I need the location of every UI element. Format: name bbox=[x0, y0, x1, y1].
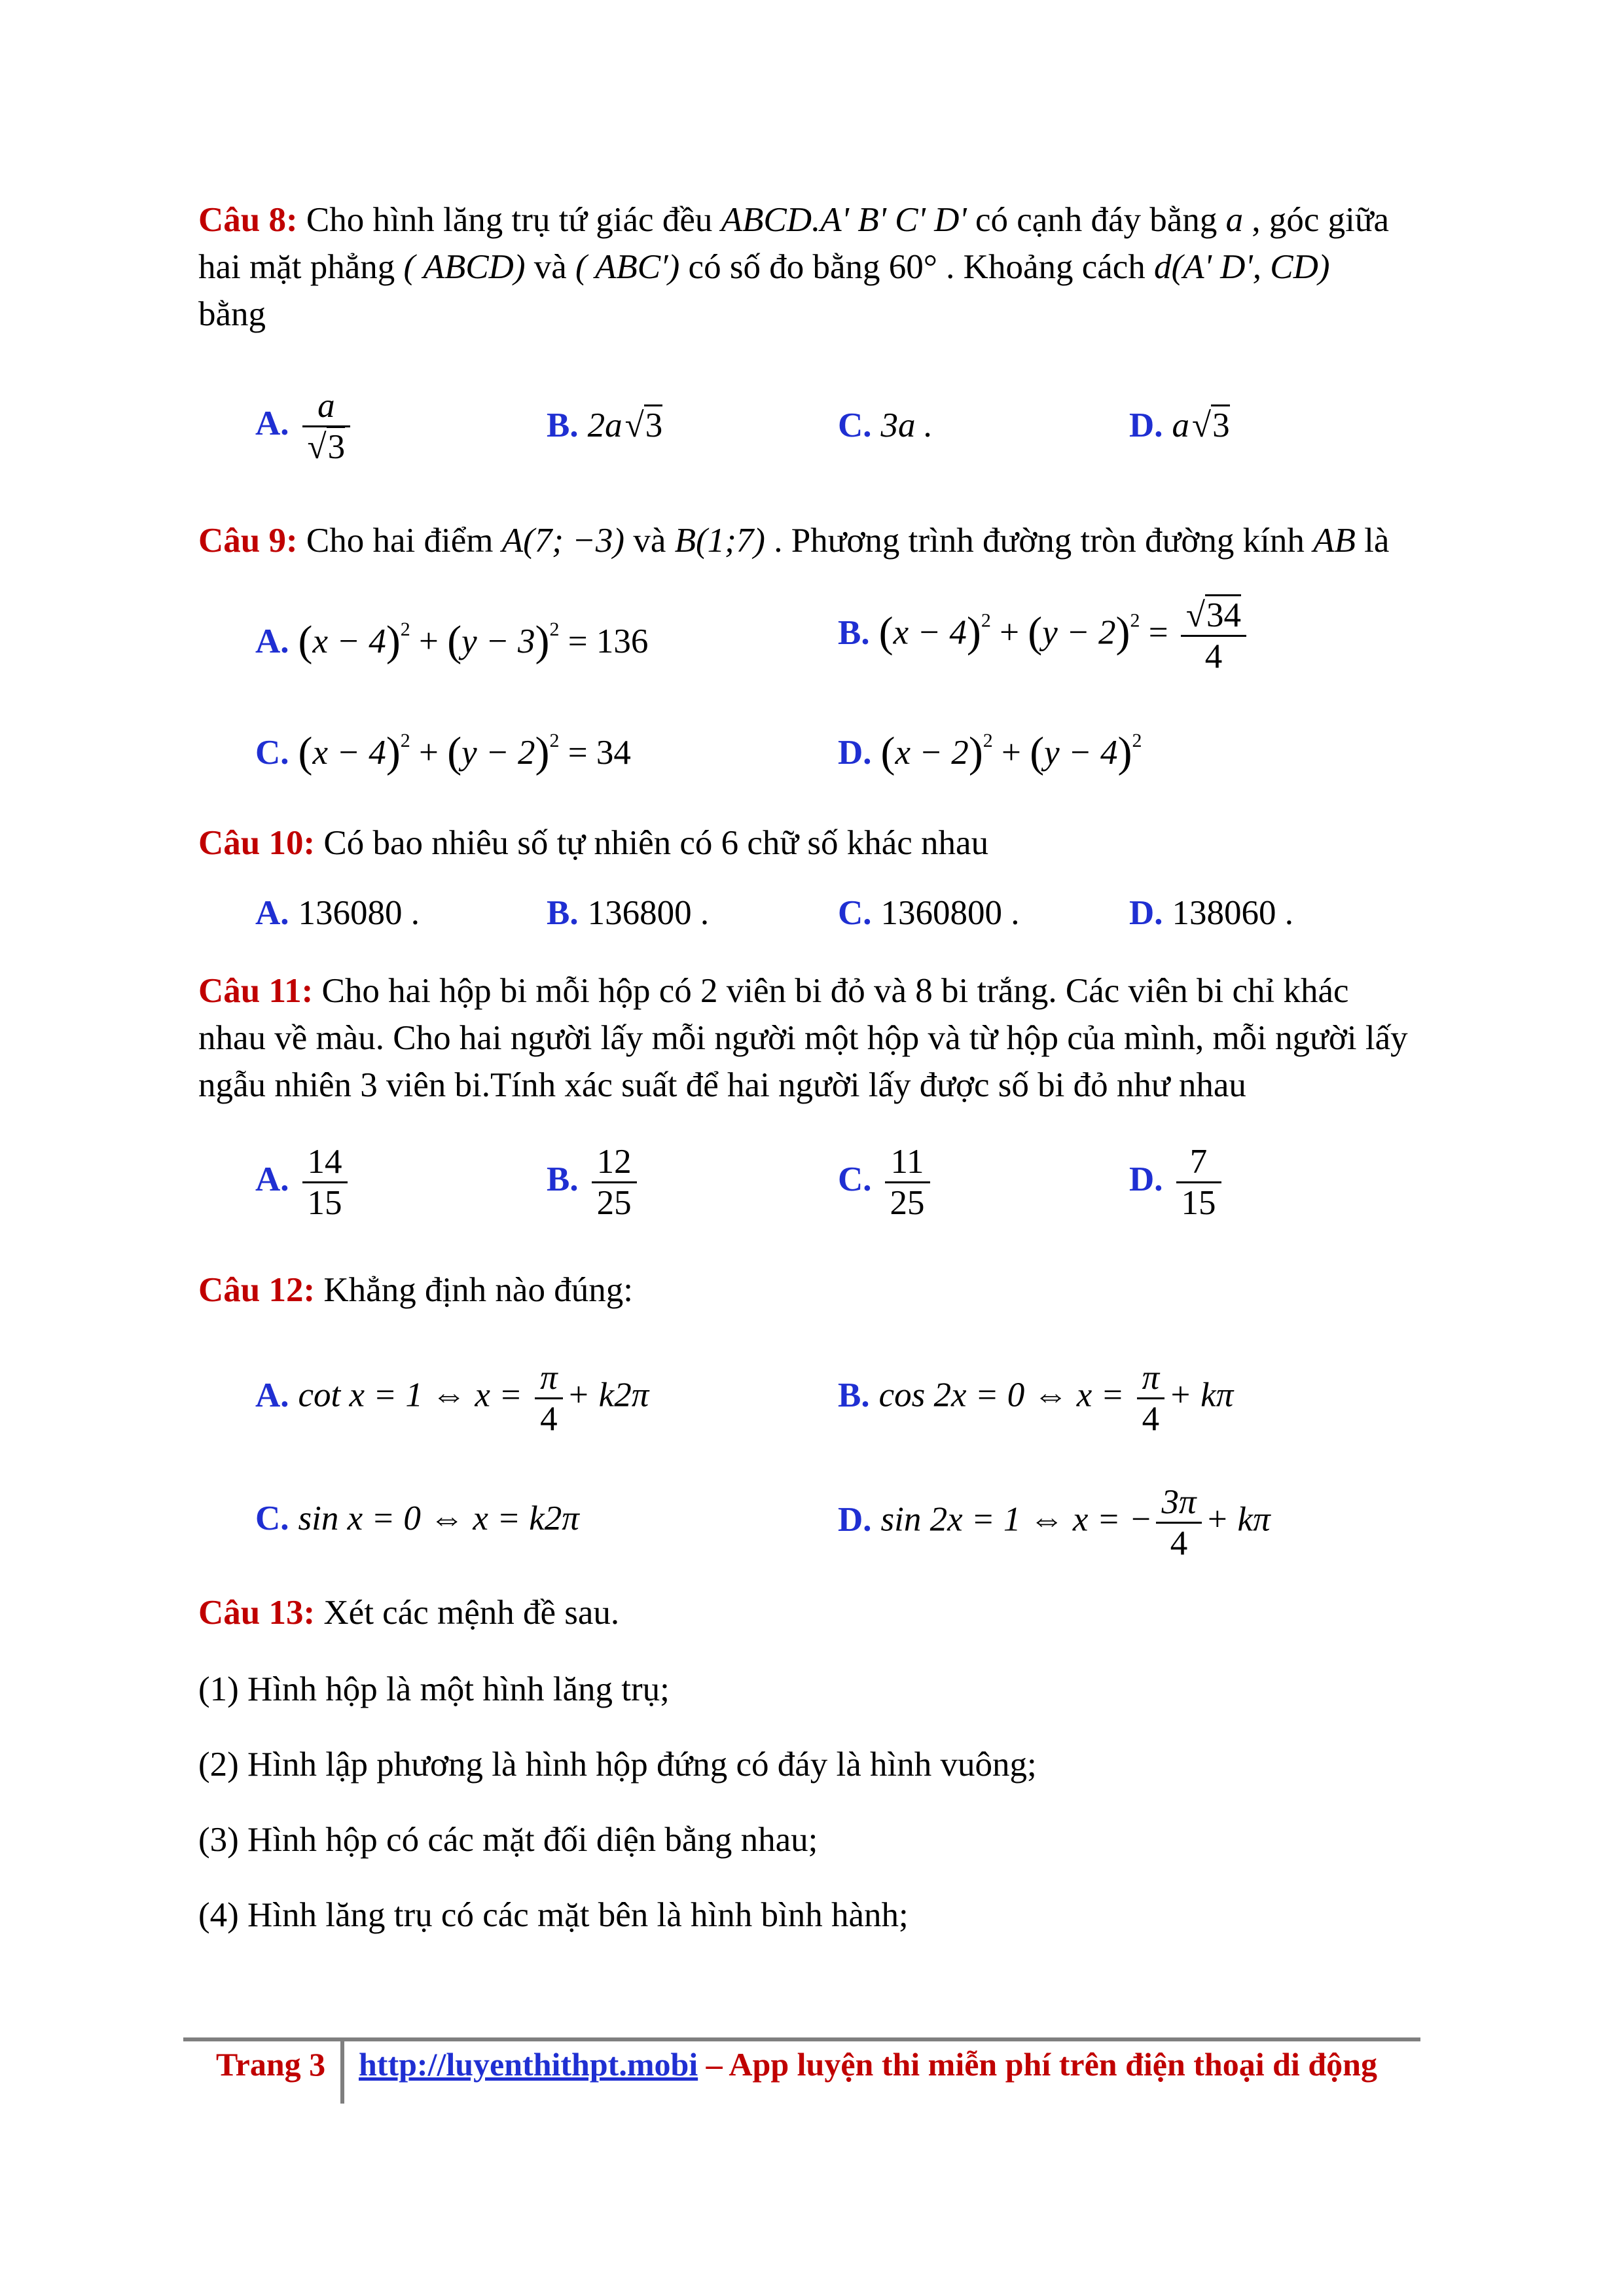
question-label: Câu 11: bbox=[198, 972, 314, 1010]
fraction: $\frac{\pi}{4}$ bbox=[1137, 1358, 1165, 1439]
option-9d[interactable]: D. $(x - 2)^2 + (y - 4)^2$ bbox=[838, 728, 1142, 776]
option-12b[interactable]: B. cos 2x = 0 ⇔ x = $\frac{\pi}{4}$ + kπ bbox=[838, 1359, 1234, 1438]
fraction: $\frac{11}{25}$ bbox=[885, 1142, 930, 1223]
option-12c[interactable]: C. sin x = 0 ⇔ x = k2π bbox=[255, 1499, 579, 1537]
question-12: Câu 12: Khẳng định nào đúng: bbox=[198, 1271, 633, 1309]
question-label: Câu 13: bbox=[198, 1594, 316, 1632]
question-label: Câu 8: bbox=[198, 201, 298, 239]
footer-text: http://luyenthithpt.mobi – App luyện thi miễn phí trên điện thoại di động bbox=[359, 2046, 1377, 2083]
option-10d[interactable]: D. 138060 . bbox=[1129, 894, 1294, 932]
option-10a[interactable]: A. 136080 . bbox=[255, 894, 420, 932]
fraction: $\frac{7}{15}$ bbox=[1176, 1142, 1221, 1223]
fraction: $\frac{12}{25}$ bbox=[592, 1142, 637, 1223]
option-12a[interactable]: A. cot x = 1 ⇔ x = $\frac{\pi}{4}$ + k2π bbox=[255, 1359, 649, 1438]
question-9: Câu 9: Cho hai điểm A(7; −3) và B(1;7) . Phương trình đường tròn đường kính AB là bbox=[198, 522, 1390, 560]
statement-4: (4) Hình lăng trụ có các mặt bên là hình bình hành; bbox=[198, 1896, 909, 1934]
question-label: Câu 12: bbox=[198, 1271, 316, 1309]
question-11: Câu 11: Cho hai hộp bi mỗi hộp có 2 viên bi đỏ và 8 bi trắng. Các viên bi chỉ khác nhau về màu. Cho hai người lấy mỗi người một hộp và từ hộp của mình, mỗi người lấy ngẫu nhiên 3 viên bi.Tính xác suất để hai người lấy được số bi đỏ như nhau bbox=[198, 972, 1408, 1104]
statement-3: (3) Hình hộp có các mặt đối diện bằng nhau; bbox=[198, 1821, 818, 1859]
option-12d[interactable]: D. sin 2x = 1 ⇔ x = − $\frac{3\pi}{4}$ + kπ bbox=[838, 1483, 1271, 1562]
question-label: Câu 10: bbox=[198, 824, 316, 862]
option-11b[interactable]: B. $\frac{12}{25}$ bbox=[547, 1142, 641, 1223]
footer-separator bbox=[340, 2041, 344, 2104]
fraction: $\frac{3\pi}{4}$ bbox=[1156, 1482, 1201, 1563]
statement-2: (2) Hình lập phương là hình hộp đứng có đáy là hình vuông; bbox=[198, 1746, 1037, 1784]
option-10c[interactable]: C. 1360800 . bbox=[838, 894, 1020, 932]
footer-rule bbox=[183, 2037, 1420, 2041]
option-9a[interactable]: A. $(x - 4)^2 + (y - 3)^2 = 136$ bbox=[255, 617, 649, 665]
option-8a[interactable]: A. $\frac{a}{√3}$ bbox=[255, 386, 354, 467]
option-11c[interactable]: C. $\frac{11}{25}$ bbox=[838, 1142, 934, 1223]
statement-1: (1) Hình hộp là một hình lăng trụ; bbox=[198, 1670, 670, 1708]
option-8c[interactable]: C. 3a . bbox=[838, 406, 933, 444]
option-11d[interactable]: D. $\frac{7}{15}$ bbox=[1129, 1142, 1225, 1223]
fraction: $\frac{√34}{4}$ bbox=[1181, 596, 1246, 676]
option-8d[interactable]: D. a√3 bbox=[1129, 406, 1230, 445]
option-10b[interactable]: B. 136800 . bbox=[547, 894, 710, 932]
option-8b[interactable]: B. 2a√3 bbox=[547, 406, 662, 445]
question-8: Câu 8: Cho hình lăng trụ tứ giác đều ABCD.A' B' C' D' có cạnh đáy bằng a , góc giữa hai mặt phẳng ( ABCD) và ( ABC′) có số đo bằng 60° . Khoảng cách d(A' D', CD) bằng bbox=[198, 201, 1390, 333]
option-9b[interactable]: B. $(x - 4)^2 + (y - 2)^2$ = $\frac{√34}{4}$ bbox=[838, 596, 1250, 676]
fraction: $\frac{14}{15}$ bbox=[302, 1142, 348, 1223]
option-9c[interactable]: C. $(x - 4)^2 + (y - 2)^2 = 34$ bbox=[255, 728, 631, 776]
fraction: $\frac{\pi}{4}$ bbox=[535, 1358, 563, 1439]
footer-link[interactable]: http://luyenthithpt.mobi bbox=[359, 2046, 698, 2083]
fraction: $\frac{a}{√3}$ bbox=[302, 386, 351, 467]
question-13: Câu 13: Xét các mệnh đề sau. bbox=[198, 1594, 620, 1632]
question-label: Câu 9: bbox=[198, 522, 298, 560]
question-10: Câu 10: Có bao nhiêu số tự nhiên có 6 chữ số khác nhau bbox=[198, 824, 989, 862]
footer-page-number: Trang 3 bbox=[216, 2046, 326, 2083]
option-11a[interactable]: A. $\frac{14}{15}$ bbox=[255, 1142, 352, 1223]
